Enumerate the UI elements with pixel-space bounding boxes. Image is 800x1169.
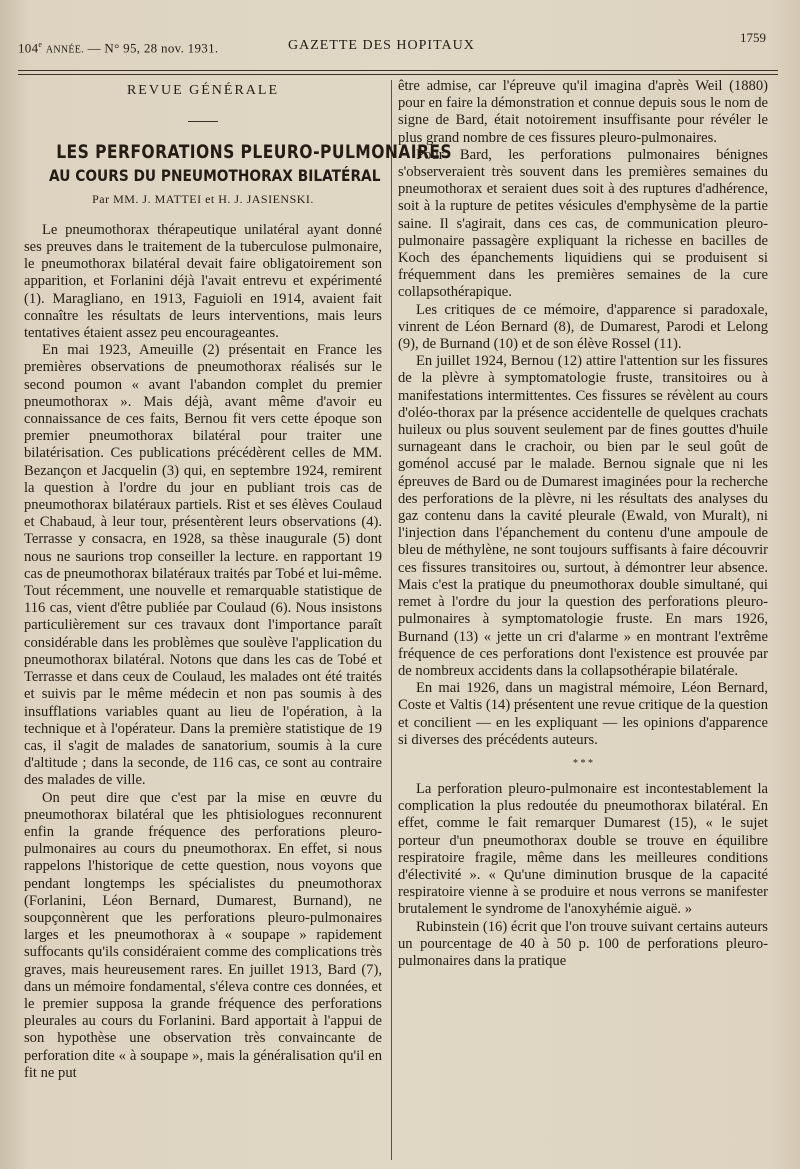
paragraph: En juillet 1924, Bernou (12) attire l'attention sur les fissures de la plèvre à symptomatologie fruste, transitoires ou à manifestations intermittentes. Ces fissures se révèlent au cours d'oléo-thorax par la présence accidentelle de quelques crachats huileux ou plus souvent seulement par de fines gouttes d'huile surnageant dans le crachoir, ou bien par le seul goût de goménol accusé par le malade. Bernou signale que ni les épreuves de Bard ou de Dumarest imaginées pour la recherche des perforations de la plèvre, ni les résultats des analyses du gaz contenu dans la cavité pleurale (Ewald, von Muralt), ni l'injection dans l'épanchement du contenu d'une ampoule de bleu de méthylène, ne sont toujours suffisants à faire découvrir ces fissures transitoires ou, surtout, à démontrer leur absence. Mais c'est la pratique du pneumothorax double simultané, qui remet à l'ordre du jour la question des perforations pleuro-pulmonaires à symptomatologie fruste. En mars 1926, Burnand (13) « jette un cri d'alarme » en montrant l'extrême fréquence de ces perforations dont l'existence est prouvée par de nombreux accidents dans la collapsothérapie bilatérale.: [398, 353, 768, 679]
rubric-rule: [188, 121, 218, 122]
right-column: [398, 78, 768, 970]
journal-title: GAZETTE DES HOPITAUX: [288, 38, 475, 53]
page-number: 1759: [740, 30, 766, 45]
running-header: [18, 30, 780, 60]
article-subtitle: AU COURS DU PNEUMOTHORAX BILATÉRAL: [49, 166, 381, 186]
paragraph: Pour Bard, les perforations pulmonaires bénignes s'observeraient très souvent dans les premières semaines du pneumothorax et seraient dues soit à des ruptures d'adhérence, soit à la rupture de petites vésicules d'emphysème de la partie saine. Il s'agirait, dans ces cas, de communication pleuro-pulmonaire passagère expliquant la richesse en bacilles de Koch des épanchements liquidiens qui se produisent si fréquemment dans les premières semaines de la cure collapsothérapique.: [398, 146, 768, 301]
paragraph: Le pneumothorax thérapeutique unilatéral ayant donné ses preuves dans le traitement de la tuberculose pulmonaire, le pneumothorax bilatéral devait faire obligatoirement son apparition, et Forlanini déjà l'avait entrevu et expérimenté (1). Maragliano, en 1913, Faguioli en 1914, avaient fait connaître les résultats de leurs interventions, mais leurs tentatives étaient assez peu encourageantes.: [24, 221, 382, 342]
paragraph: On peut dire que c'est par la mise en œuvre du pneumothorax bilatéral que les phtisiologues reconnurent enfin la grande fréquence des perforations pleuro-pulmonaires au cours du pneumothorax. En effet, si nous rappelons l'historique de cette question, nous voyons que pendant longtemps les spécialistes du pneumothorax (Forlanini, Léon Bernard, Dumarest, Burnand), ne soupçonnèrent que les perforations pleuro-pulmonaires larges et les pneumothorax à « soupape » rapidement suffocants qu'ils considéraient comme des complications très graves, mais heureusement rares. En juillet 1913, Bard (7), dans un mémoire fondamental, s'éleva contre ces données, et le premier supposa la grande fréquence des perforations pleurales au cours du Forlanini. Bard apportait à l'appui de son hypothèse une observation très convaincante de perforation dite « à soupape », mais la généralisation qu'il en fit ne put: [24, 789, 382, 1081]
paragraph: Rubinstein (16) écrit que l'on trouve suivant certains auteurs un pourcentage de 40 à 50 p. 100 de perforations pleuro-pulmonaires dans la pratique: [398, 918, 768, 969]
header-rule-second: [18, 74, 778, 75]
header-rule: [18, 70, 778, 71]
year-ordinal: e: [38, 40, 43, 49]
year-number: 104: [18, 40, 39, 56]
paragraph: Les critiques de ce mémoire, d'apparence si paradoxale, vinrent de Léon Bernard (8), de Dumarest, Parodi et Lelong (9), de Burnand (10) et de son élève Rossel (11).: [398, 301, 768, 353]
article-byline: Par MM. J. MATTEI et H. J. JASIENSKI.: [92, 191, 314, 206]
issue-number-date: — N° 95, 28 nov. 1931.: [87, 40, 219, 56]
column-divider: [391, 80, 392, 1160]
year-word: ANNÉE.: [45, 44, 85, 56]
paragraph: En mai 1923, Ameuille (2) présentait en France les premières observations de pneumothorax réalisés sur le second poumon « avant l'abandon complet du premier pneumothorax ». Mais déjà, avant même d'avoir eu connaissance de ces faits, Bernou fit vers cette époque son premier pneumothorax bilatéral pour traiter une bilatérisation. Ces publications précédèrent celles de MM. Bezançon et Jacquelin (3) qui, en septembre 1924, remirent la question à l'ordre du jour en publiant trois cas de pneumothorax bilatéraux partiels. Rist et ses élèves Coulaud et Chabaud, à leur tour, présentèrent leurs observations (4). Terrasse y consacra, en 1928, sa thèse inaugurale (5) dont nous ne saurions trop conseiller la lecture. en rapportant 19 cas de pneumothorax bilatéraux traités par Tobé et lui-même. Tout récemment, une nouvelle et remarquable statistique de 116 cas, vient d'être publiée par Coulaud (6). Nous insistons particulièrement sur ces travaux dont l'importance paraît considérable dans les problèmes que soulève l'application du pneumothorax bilatéral. Notons que dans les cas de Tobé et Terrasse et dans ceux de Coulaud, les malades ont été traités et suivis par le même médecin et non pas soumis à des insufflations variables quant au lieu de l'opération, à la technique et à l'opérateur. Dans la première statistique de 19 cas, il s'agit de malades de sanatorium, soumis à la cure d'altitude ; dans la seconde, de 116 cas, ce sont au contraire des malades de ville.: [24, 342, 382, 789]
paragraph: La perforation pleuro-pulmonaire est incontestablement la complication la plus redoutée du pneumothorax bilatéral. En effet, comme le fait remarquer Dumarest (15), « le sujet porteur d'un pneumothorax double se trouve en équilibre respiratoire fragile, même dans les meilleures conditions d'électivité ». « Qu'une diminution brusque de la capacité respiratoire vienne à se produire et nous verrons se manifester brutalement le syndrome de l'anoxyhémie aiguë. »: [398, 780, 768, 918]
paragraph: En mai 1926, dans un magistral mémoire, Léon Bernard, Coste et Valtis (14) présentent une revue critique de la question et concilient — en les expliquant — les opinions d'apparence si diverses des précédents auteurs.: [398, 680, 768, 748]
section-rubric: REVUE GÉNÉRALE: [126, 83, 280, 98]
section-separator: * * *: [573, 757, 593, 769]
paragraph: être admise, car l'épreuve qu'il imagina d'après Weil (1880) pour en faire la démonstration et connue depuis sous le nom de signe de Bard, était notoirement insuffisante pour révéler le plus grand nombre de ces fissures pleuro-pulmonaires.: [398, 78, 768, 146]
article-title: LES PERFORATIONS PLEURO-PULMONAIRES: [56, 141, 453, 164]
issue-info: [18, 40, 218, 56]
left-column: [24, 82, 453, 1082]
